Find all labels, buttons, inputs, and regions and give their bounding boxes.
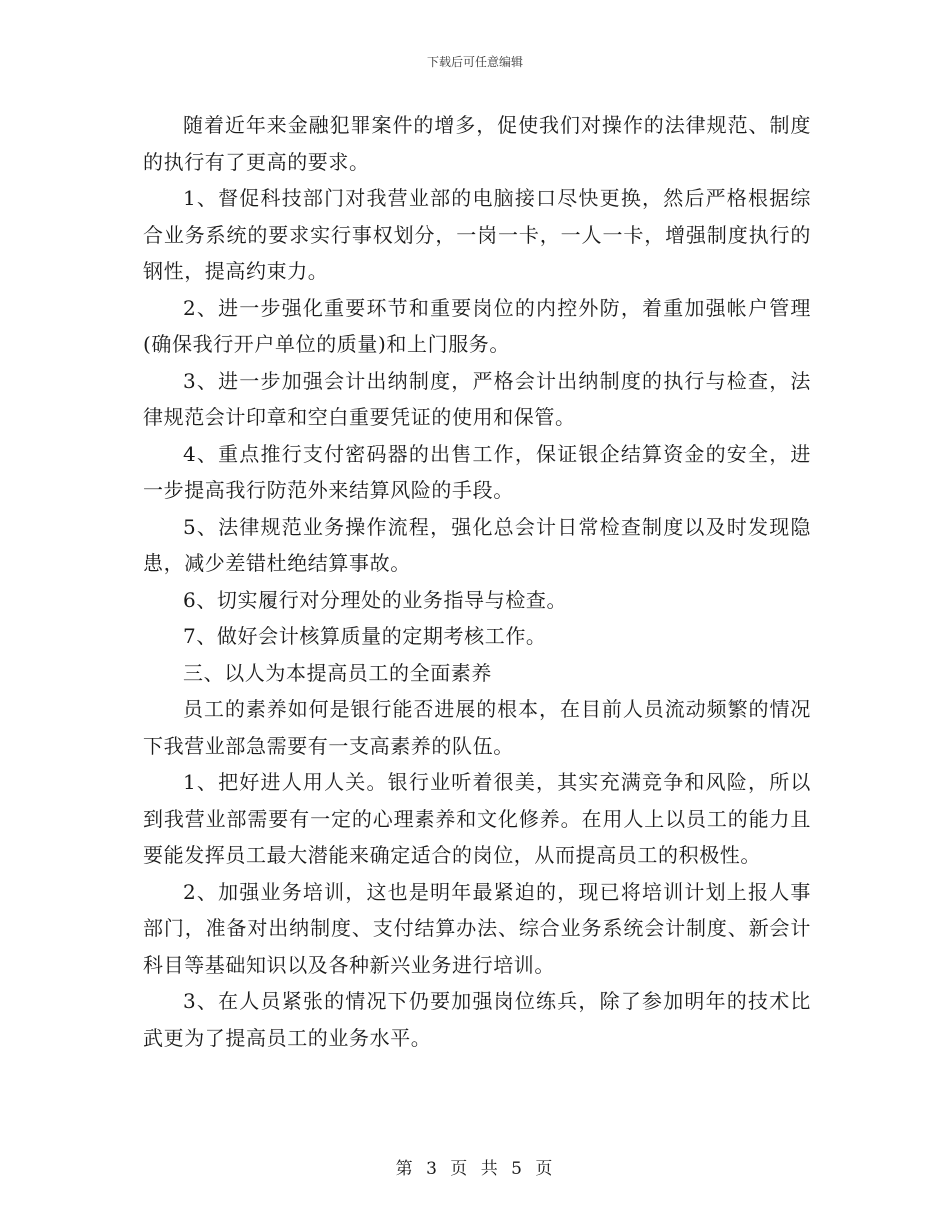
paragraph: 3、在人员紧张的情况下仍要加强岗位练兵，除了参加明年的技术比武更为了提高员工的业务水平。 bbox=[143, 989, 811, 1050]
paragraph: 1、督促科技部门对我营业部的电脑接口尽快更换，然后严格根据综合业务系统的要求实行事权划分，一岗一卡，一人一卡，增强制度执行的钢性，提高约束力。 bbox=[143, 186, 811, 283]
section-heading: 三、以人为本提高员工的全面素养 bbox=[183, 660, 492, 685]
paragraph: 2、进一步强化重要环节和重要岗位的内控外防，着重加强帐户管理(确保我行开户单位的质量)和上门服务。 bbox=[143, 295, 811, 356]
paragraph: 1、把好进人用人关。银行业听着很美，其实充满竞争和风险，所以到我营业部需要有一定的心理素养和文化修养。在用人上以员工的能力且要能发挥员工最大潜能来确定适合的岗位，从而提高员工的积极性。 bbox=[143, 770, 811, 867]
paragraph: 2、加强业务培训，这也是明年最紧迫的，现已将培训计划上报人事部门，准备对出纳制度、支付结算办法、综合业务系统会计制度、新会计科目等基础知识以及各种新兴业务进行培训。 bbox=[143, 879, 811, 977]
page-header-note: 下载后可任意编辑 bbox=[426, 55, 523, 69]
paragraph: 7、做好会计核算质量的定期考核工作。 bbox=[183, 624, 547, 648]
document-body bbox=[143, 107, 811, 1056]
paragraph: 6、切实履行对分理处的业务指导与检查。 bbox=[183, 587, 568, 612]
paragraph: 员工的素养如何是银行能否进展的根本，在目前人员流动频繁的情况下我营业部急需要有一支高素养的队伍。 bbox=[143, 697, 811, 758]
paragraph: 随着近年来金融犯罪案件的增多，促使我们对操作的法律规范、制度的执行有了更高的要求。 bbox=[143, 113, 811, 174]
paragraph: 4、重点推行支付密码器的出售工作，保证银企结算资金的安全，进一步提高我行防范外来结算风险的手段。 bbox=[143, 441, 811, 502]
page-number: 第 3 页 共 5 页 bbox=[395, 1159, 555, 1179]
paragraph: 3、进一步加强会计出纳制度，严格会计出纳制度的执行与检查，法律规范会计印章和空白重要凭证的使用和保管。 bbox=[143, 368, 811, 429]
paragraph: 5、法律规范业务操作流程，强化总会计日常检查制度以及时发现隐患，减少差错杜绝结算事故。 bbox=[143, 514, 811, 575]
